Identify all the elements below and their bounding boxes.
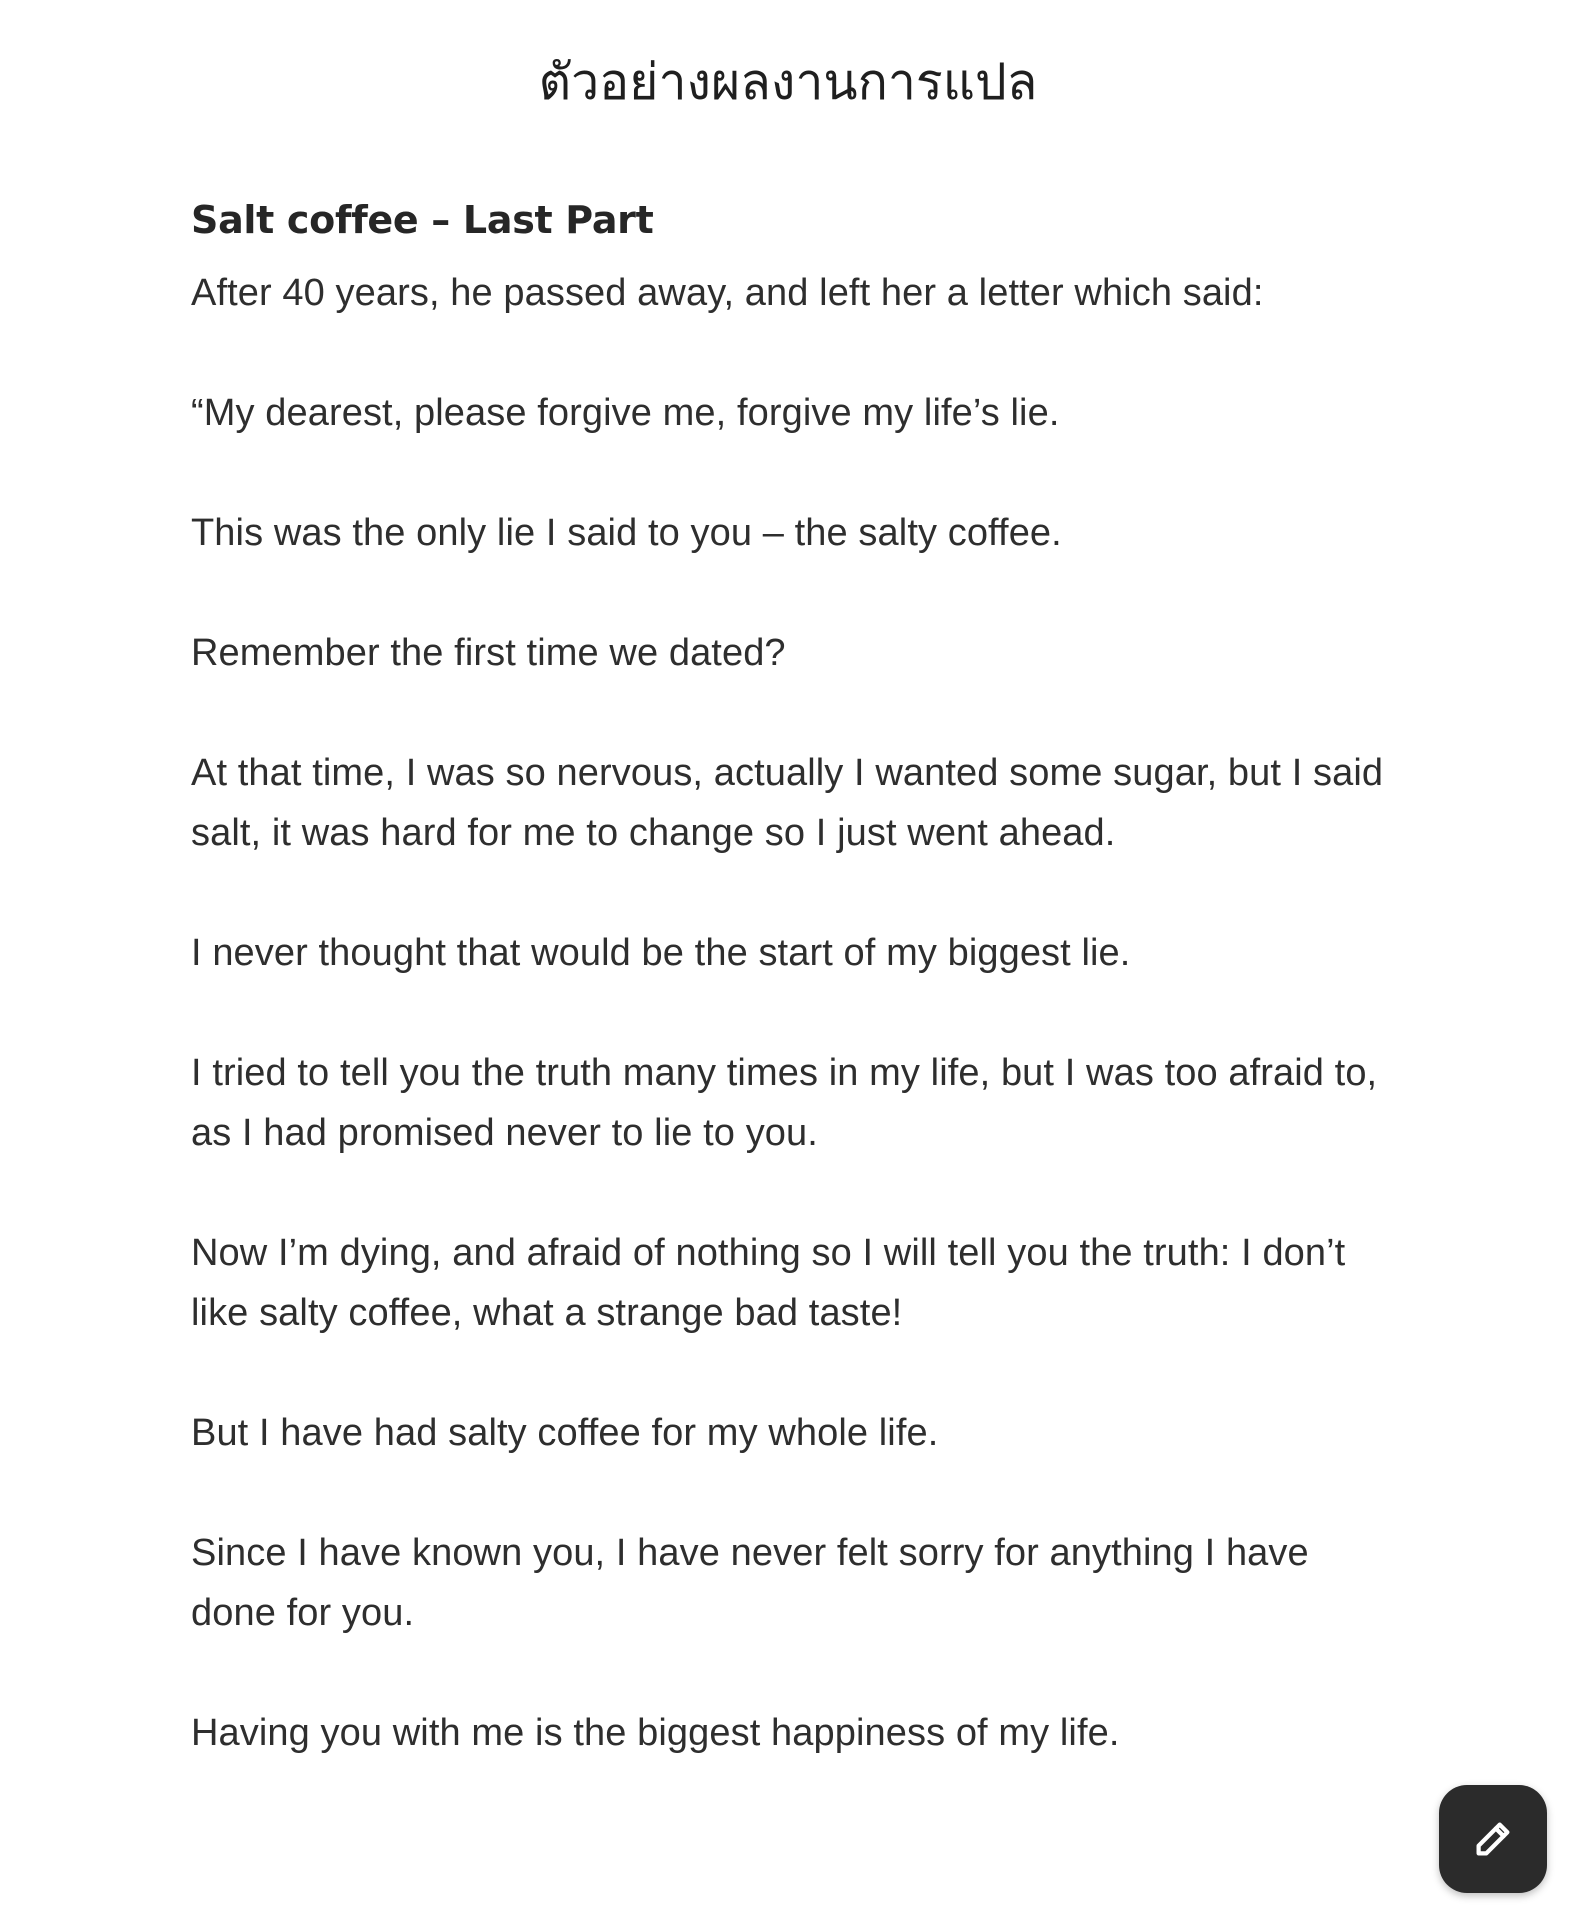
paragraph: But I have had salty coffee for my whole life.: [191, 1412, 939, 1454]
article-body: [191, 185, 1391, 1823]
paragraph: I tried to tell you the truth many times in my life, but I was too afraid to, as I had promised never to lie to you.: [191, 1052, 1378, 1154]
pencil-icon: [1470, 1816, 1516, 1862]
paragraph: Since I have known you, I have never felt sorry for anything I have done for you.: [191, 1532, 1309, 1634]
paragraph: Remember the first time we dated?: [191, 632, 786, 674]
paragraph: “My dearest, please forgive me, forgive my life’s lie.: [191, 392, 1060, 434]
paragraph: Now I’m dying, and afraid of nothing so I will tell you the truth: I don’t like salty coffee, what a strange bad taste!: [191, 1232, 1346, 1334]
paragraph: This was the only lie I said to you – the salty coffee.: [191, 512, 1062, 554]
paragraph: At that time, I was so nervous, actually I wanted some sugar, but I said salt, it was hard for me to change so I just went ahead.: [191, 752, 1384, 854]
paragraph: Having you with me is the biggest happiness of my life.: [191, 1712, 1120, 1754]
paragraph: After 40 years, he passed away, and left her a letter which said:: [191, 272, 1264, 314]
edit-button[interactable]: [1439, 1785, 1547, 1893]
paragraph: I never thought that would be the start of my biggest lie.: [191, 932, 1131, 974]
page-title: ตัวอย่างผลงานการแปล: [538, 53, 1038, 111]
story-heading: Salt coffee – Last Part: [191, 198, 654, 242]
